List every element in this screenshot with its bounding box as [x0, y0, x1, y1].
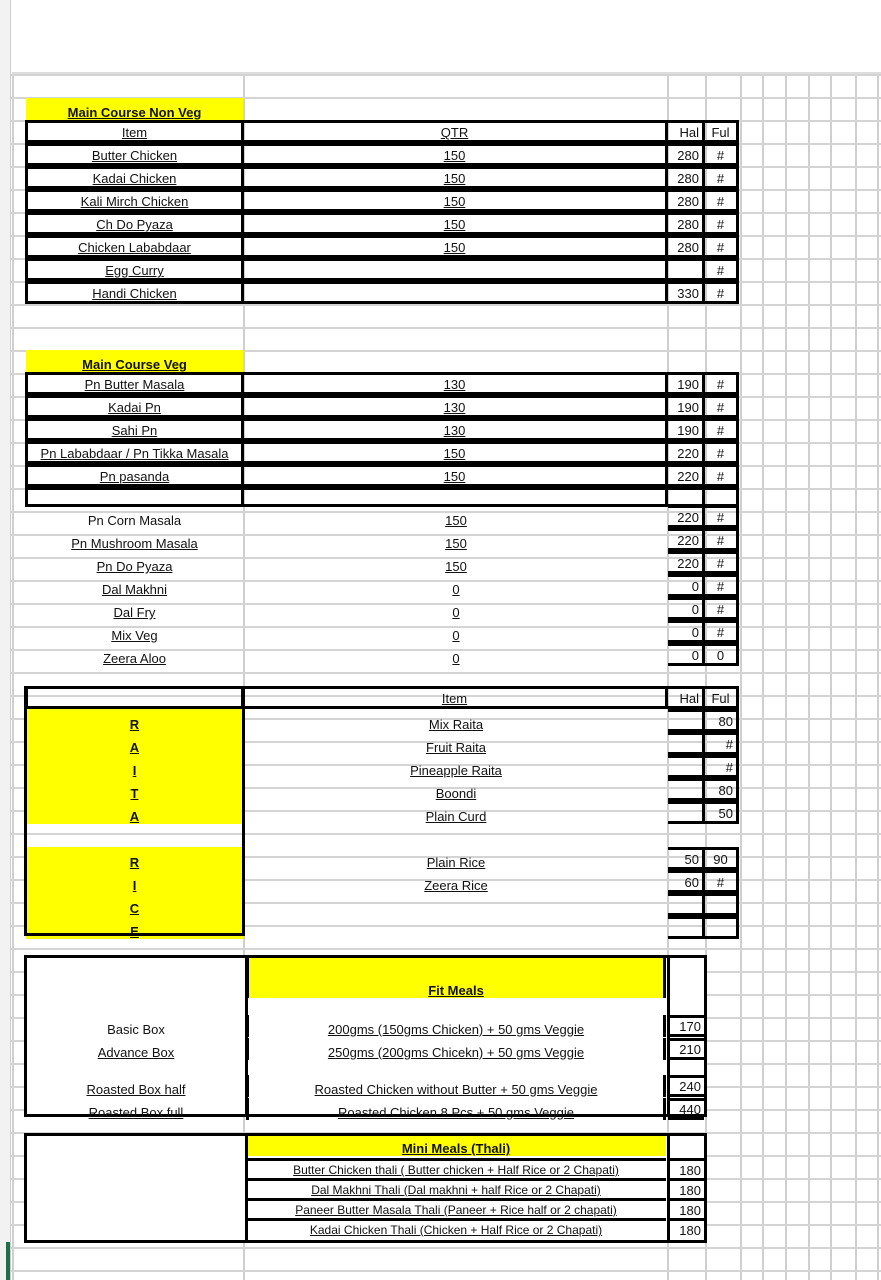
item-name[interactable]: Ch Do Pyaza — [25, 212, 244, 235]
rice-letter[interactable]: C — [26, 893, 243, 916]
grid-line — [740, 0, 742, 1280]
raita-letter[interactable]: I — [26, 755, 243, 778]
half-price[interactable]: 220 — [668, 464, 705, 487]
grid-line — [0, 833, 881, 835]
thali-desc[interactable]: Butter Chicken thali ( Butter chicken + Half Rice or 2 Chapati) — [246, 1158, 666, 1178]
divider — [245, 1133, 248, 1243]
header-half[interactable]: Hal — [668, 120, 705, 143]
fit-meal-name[interactable]: Roasted Box half — [86, 1082, 186, 1097]
qtr-price[interactable]: 150 — [244, 189, 668, 212]
full-price[interactable]: # — [705, 732, 739, 755]
qtr-price[interactable]: 0 — [452, 605, 460, 620]
half-price[interactable]: 220 — [668, 551, 705, 574]
half-price[interactable]: 0 — [668, 597, 705, 620]
header-qtr[interactable]: QTR — [244, 120, 668, 143]
fit-meal-price[interactable]: 210 — [668, 1038, 704, 1060]
half-price[interactable] — [668, 893, 705, 916]
full-price[interactable]: # — [705, 441, 739, 464]
half-price[interactable]: 280 — [668, 166, 705, 189]
item-name[interactable]: Pineapple Raita — [410, 763, 502, 778]
item-name[interactable]: Chicken Lababdaar — [25, 235, 244, 258]
qtr-price[interactable]: 150 — [445, 513, 467, 528]
qtr-price[interactable]: 150 — [244, 212, 668, 235]
qtr-price[interactable]: 0 — [452, 582, 460, 597]
item-name[interactable]: Kali Mirch Chicken — [25, 189, 244, 212]
full-price[interactable]: # — [705, 464, 739, 487]
grid-line — [0, 948, 881, 950]
item-name[interactable]: Plain Rice — [426, 855, 486, 870]
fit-meal-name[interactable]: Roasted Box full — [88, 1105, 184, 1120]
full-price[interactable]: # — [705, 620, 739, 643]
selection-marker — [6, 1242, 10, 1280]
half-price[interactable]: 190 — [668, 372, 705, 395]
qtr-price[interactable]: 150 — [244, 143, 668, 166]
item-name[interactable] — [244, 916, 668, 939]
thali-desc[interactable]: Dal Makhni Thali (Dal makhni + half Rice or 2 Chapati) — [246, 1178, 666, 1198]
qtr-price[interactable]: 150 — [244, 166, 668, 189]
half-price[interactable]: 220 — [668, 528, 705, 551]
qtr-price[interactable]: 150 — [244, 464, 668, 487]
divider — [245, 955, 248, 1117]
item-name[interactable]: Pn Lababdaar / Pn Tikka Masala — [25, 441, 244, 464]
fit-meal-price[interactable]: 170 — [668, 1015, 704, 1037]
raita-letter[interactable]: T — [26, 778, 243, 801]
fit-meal-name[interactable]: Basic Box — [107, 1022, 165, 1037]
full-price[interactable]: # — [705, 372, 739, 395]
full-price[interactable]: # — [705, 235, 739, 258]
fit-meal-desc[interactable]: Roasted Chicken 8 Pcs + 50 gms Veggie — [246, 1098, 666, 1120]
thali-price[interactable]: 180 — [668, 1198, 704, 1218]
header-item[interactable]: Item — [25, 120, 244, 143]
item-name[interactable] — [244, 893, 668, 916]
item-name[interactable]: Fruit Raita — [426, 740, 486, 755]
thali-price[interactable]: 180 — [668, 1178, 704, 1198]
item-name[interactable]: Zeera Aloo — [103, 651, 166, 666]
qtr-price[interactable]: 150 — [445, 559, 467, 574]
full-price[interactable]: 90 — [705, 847, 739, 870]
fit-meal-desc[interactable]: Roasted Chicken without Butter + 50 gms Veggie — [246, 1075, 666, 1097]
item-name[interactable]: Dal Makhni — [101, 582, 168, 597]
qtr-price[interactable]: 0 — [452, 628, 460, 643]
rice-letter[interactable]: E — [26, 916, 243, 939]
item-name[interactable]: Mix Veg — [111, 628, 158, 643]
half-price[interactable]: 190 — [668, 418, 705, 441]
grid-line — [808, 0, 810, 1280]
full-price[interactable]: # — [705, 755, 739, 778]
half-price[interactable] — [668, 755, 705, 778]
fit-meal-desc[interactable]: 250gms (200gms Chicekn) + 50 gms Veggie — [246, 1038, 666, 1060]
full-price[interactable]: # — [705, 281, 739, 304]
grid-line — [785, 0, 787, 1280]
full-price[interactable]: # — [705, 166, 739, 189]
full-price[interactable]: # — [705, 189, 739, 212]
half-price[interactable] — [668, 916, 705, 939]
row-header-strip — [0, 0, 11, 1280]
full-price[interactable]: # — [705, 597, 739, 620]
half-price[interactable]: 50 — [668, 847, 705, 870]
qtr-price[interactable]: 150 — [445, 536, 467, 551]
half-price[interactable]: 220 — [668, 441, 705, 464]
grid-line — [877, 0, 879, 1280]
qtr-price[interactable]: 150 — [244, 441, 668, 464]
section-title-veg[interactable]: Main Course Veg — [26, 350, 243, 372]
grid-line — [12, 0, 14, 1280]
blank-cell[interactable] — [25, 487, 244, 507]
raita-letter[interactable]: R — [26, 709, 243, 732]
full-price[interactable]: # — [705, 528, 739, 551]
blank-cell[interactable] — [244, 487, 668, 507]
fit-meal-name[interactable]: Advance Box — [97, 1045, 175, 1060]
full-price[interactable]: # — [705, 258, 739, 281]
qtr-price[interactable]: 0 — [452, 651, 460, 666]
full-price[interactable]: # — [705, 212, 739, 235]
rice-letter[interactable]: I — [26, 870, 243, 893]
half-price[interactable]: 280 — [668, 235, 705, 258]
full-price[interactable]: 80 — [705, 709, 739, 732]
full-price[interactable]: # — [705, 505, 739, 528]
blank-cell[interactable] — [668, 487, 705, 507]
half-price[interactable] — [668, 709, 705, 732]
item-name[interactable]: Handi Chicken — [25, 281, 244, 304]
half-price[interactable]: 220 — [668, 505, 705, 528]
item-name[interactable]: Dal Fry — [113, 605, 156, 620]
qtr-price[interactable]: 130 — [244, 372, 668, 395]
half-price[interactable]: 0 — [668, 574, 705, 597]
item-name[interactable]: Plain Curd — [425, 809, 487, 824]
raita-letter[interactable]: A — [26, 801, 243, 824]
half-price[interactable]: 0 — [668, 620, 705, 643]
fit-meal-desc[interactable]: 200gms (150gms Chicken) + 50 gms Veggie — [246, 1015, 666, 1037]
full-price[interactable]: 50 — [705, 801, 739, 824]
item-name[interactable]: Sahi Pn — [25, 418, 244, 441]
grid-line — [0, 74, 881, 76]
divider — [667, 1133, 670, 1243]
divider — [667, 955, 670, 1117]
blank-cell[interactable] — [25, 686, 244, 709]
grid-line — [762, 0, 764, 1280]
section-title-fit-meals[interactable]: Fit Meals — [246, 958, 666, 998]
item-name[interactable]: Mix Raita — [428, 717, 484, 732]
half-price[interactable]: 330 — [668, 281, 705, 304]
half-price[interactable]: 280 — [668, 189, 705, 212]
half-price[interactable] — [668, 778, 705, 801]
grid-line — [830, 0, 832, 1280]
item-name[interactable]: Kadai Pn — [25, 395, 244, 418]
half-price[interactable]: 0 — [668, 643, 705, 666]
full-price[interactable]: 0 — [705, 643, 739, 666]
header-area — [12, 0, 881, 74]
qtr-price[interactable]: 150 — [244, 235, 668, 258]
half-price[interactable] — [668, 258, 705, 281]
item-name[interactable]: Pn Butter Masala — [25, 372, 244, 395]
grid-line — [0, 1247, 881, 1249]
item-name[interactable]: Kadai Chicken — [25, 166, 244, 189]
item-name[interactable]: Pn Do Pyaza — [96, 559, 173, 574]
grid-line — [855, 0, 857, 1280]
rice-letter[interactable]: R — [26, 847, 243, 870]
header-full[interactable]: Ful — [705, 120, 739, 143]
item-name[interactable]: Boondi — [435, 786, 477, 801]
thali-price[interactable]: 180 — [668, 1218, 704, 1238]
qtr-price[interactable]: 130 — [244, 418, 668, 441]
full-price[interactable]: # — [705, 418, 739, 441]
fit-meal-price[interactable]: 240 — [668, 1075, 704, 1097]
blank-cell[interactable] — [705, 487, 739, 507]
fit-meal-price[interactable]: 440 — [668, 1098, 704, 1120]
raita-letter[interactable]: A — [26, 732, 243, 755]
item-name[interactable]: Zeera Rice — [424, 878, 488, 893]
half-price[interactable] — [668, 801, 705, 824]
full-price[interactable] — [705, 893, 739, 916]
grid-line — [0, 672, 881, 674]
header-full[interactable]: Ful — [705, 686, 739, 709]
section-title-mini-meals[interactable]: Mini Meals (Thali) — [246, 1136, 666, 1156]
thali-desc[interactable]: Paneer Butter Masala Thali (Paneer + Rice half or 2 chapati) — [246, 1198, 666, 1218]
item-name[interactable]: Pn Mushroom Masala — [71, 536, 198, 551]
header-half[interactable]: Hal — [668, 686, 705, 709]
half-price[interactable]: 280 — [668, 143, 705, 166]
full-price[interactable]: # — [705, 143, 739, 166]
grid-line — [0, 304, 881, 306]
thali-price[interactable]: 180 — [668, 1158, 704, 1178]
header-item[interactable]: Item — [244, 686, 668, 709]
item-name[interactable]: Egg Curry — [25, 258, 244, 281]
thali-desc[interactable]: Kadai Chicken Thali (Chicken + Half Rice or 2 Chapati) — [246, 1218, 666, 1238]
half-price[interactable] — [668, 732, 705, 755]
full-price[interactable]: # — [705, 551, 739, 574]
half-price[interactable]: 190 — [668, 395, 705, 418]
half-price[interactable]: 280 — [668, 212, 705, 235]
qtr-price[interactable] — [244, 281, 668, 304]
section-title-nonveg[interactable]: Main Course Non Veg — [26, 98, 243, 120]
full-price[interactable]: # — [705, 574, 739, 597]
full-price[interactable]: # — [705, 870, 739, 893]
item-name[interactable]: Pn Corn Masala — [87, 513, 182, 528]
grid-line — [0, 327, 881, 329]
item-name[interactable]: Butter Chicken — [25, 143, 244, 166]
half-price[interactable]: 60 — [668, 870, 705, 893]
grid-line — [0, 1270, 881, 1272]
qtr-price[interactable]: 130 — [244, 395, 668, 418]
full-price[interactable]: 80 — [705, 778, 739, 801]
qtr-price[interactable] — [244, 258, 668, 281]
full-price[interactable] — [705, 916, 739, 939]
full-price[interactable]: # — [705, 395, 739, 418]
item-name[interactable]: Pn pasanda — [25, 464, 244, 487]
